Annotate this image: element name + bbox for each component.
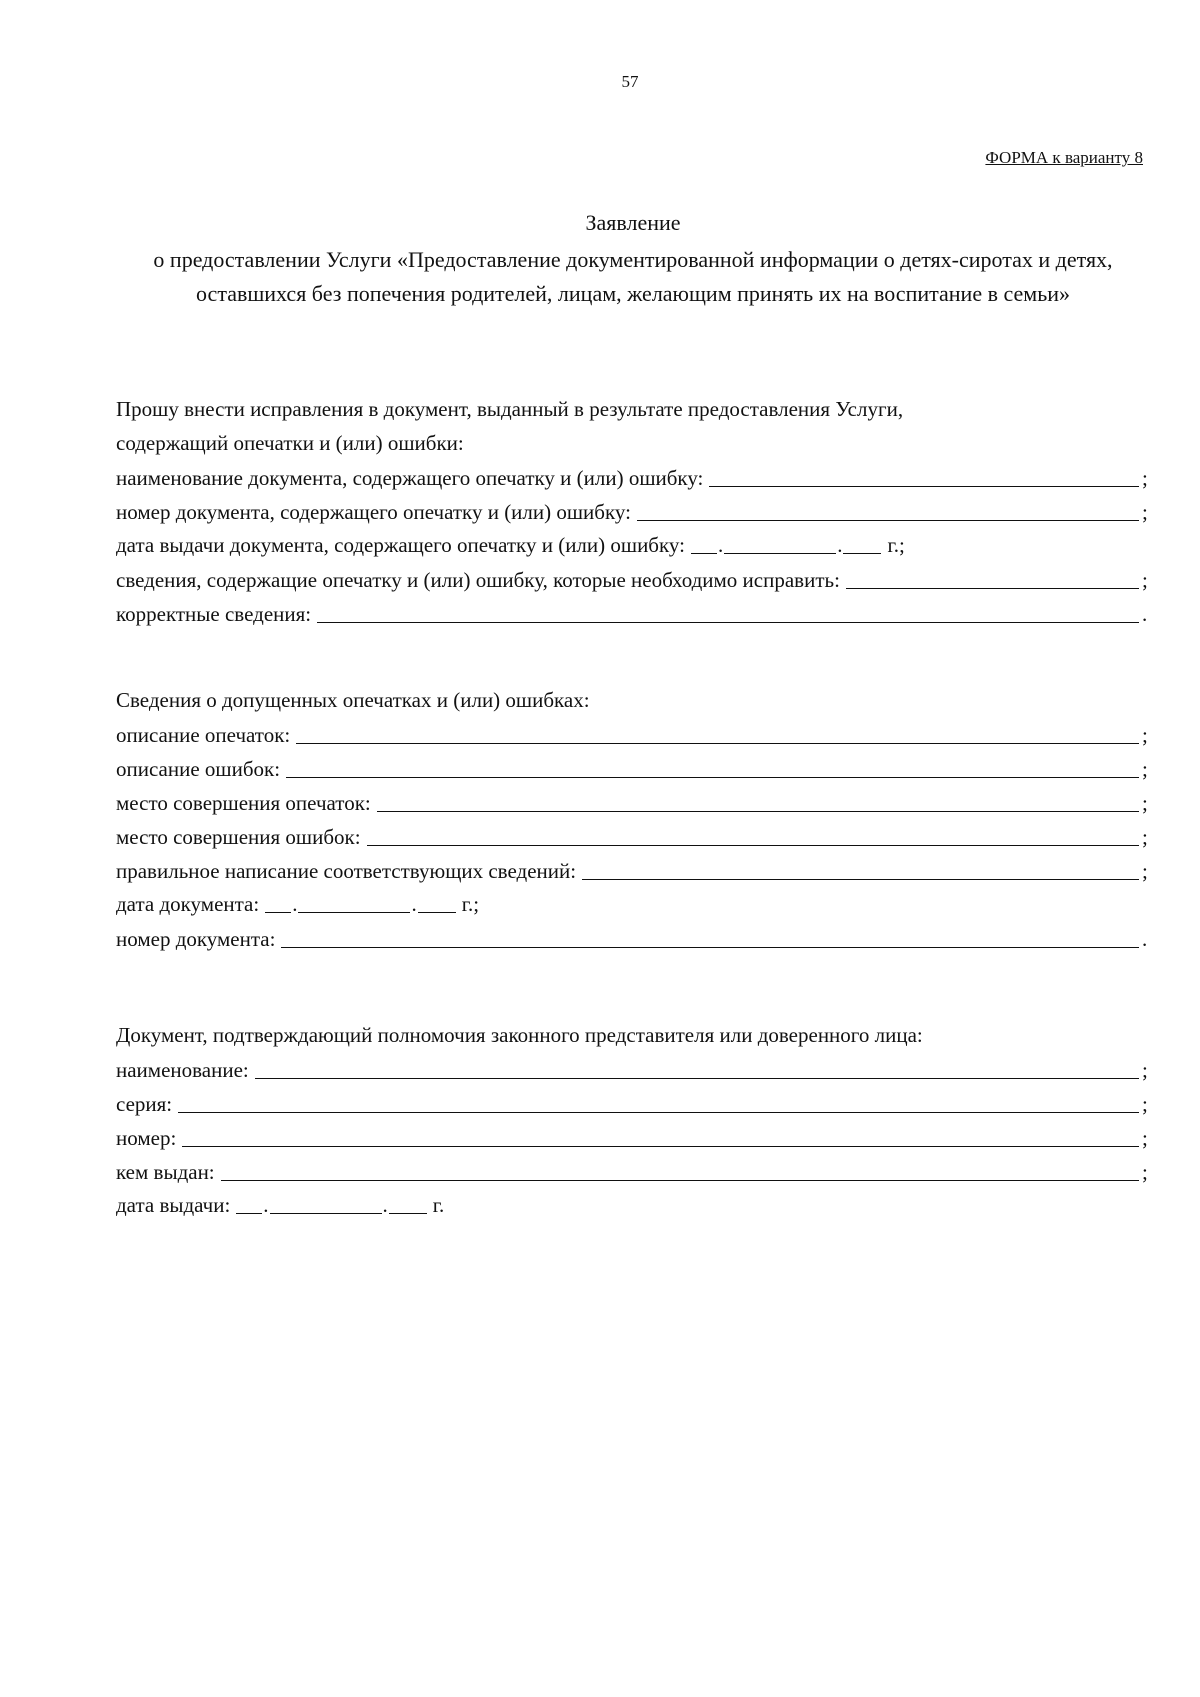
correct-spelling-row (116, 853, 1150, 887)
auth-name-field[interactable] (255, 1054, 1139, 1079)
errors-info-section (116, 683, 1150, 955)
doc-number-2-field[interactable] (281, 923, 1139, 948)
correct-spelling-field[interactable] (582, 855, 1139, 880)
auth-number-field[interactable] (182, 1122, 1139, 1147)
doc-number-2-label: номер документа: (116, 927, 276, 951)
auth-number-label: номер: (116, 1126, 177, 1150)
typo-desc-row (116, 717, 1150, 751)
doc-name-row (116, 460, 1150, 494)
correct-info-field[interactable] (317, 598, 1139, 623)
day-blank[interactable] (691, 531, 717, 554)
date-dot: . (837, 533, 843, 557)
intro-line-2: содержащий опечатки и (или) ошибки: (116, 431, 464, 455)
error-place-row (116, 819, 1150, 853)
doc-name-label: наименование документа, содержащего опечатку и (или) ошибку: (116, 466, 704, 490)
error-desc-row (116, 751, 1150, 785)
auth-issued-by-field[interactable] (221, 1156, 1139, 1181)
auth-name-label: наименование: (116, 1058, 249, 1082)
year-suffix: г.; (461, 892, 480, 916)
date-dot: . (411, 892, 417, 916)
auth-name-row (116, 1052, 1150, 1086)
date-dot: . (382, 1193, 388, 1217)
authority-heading: Документ, подтверждающий полномочия законного представителя или доверенного лица: (116, 1023, 923, 1047)
year-blank[interactable] (389, 1191, 427, 1214)
page-number: 57 (621, 72, 639, 91)
date-dot: . (292, 892, 298, 916)
semicolon: ; (1142, 568, 1148, 592)
doc-number-row (116, 494, 1150, 528)
year-blank[interactable] (418, 890, 456, 913)
info-to-fix-field[interactable] (846, 564, 1139, 589)
semicolon: ; (1142, 1160, 1148, 1184)
correct-info-row (116, 596, 1150, 630)
year-blank[interactable] (843, 531, 881, 554)
typo-place-label: место совершения опечаток: (116, 791, 371, 815)
auth-series-row (116, 1086, 1150, 1120)
semicolon: ; (1142, 1126, 1148, 1150)
doc-number-2-row (116, 921, 1150, 955)
typo-place-row (116, 785, 1150, 819)
month-blank[interactable] (724, 531, 836, 554)
semicolon: ; (1142, 1092, 1148, 1116)
auth-issue-date-row (116, 1188, 1150, 1222)
issue-date-field[interactable] (691, 528, 905, 562)
title-subheading: о предоставлении Услуги «Предоставление документированной информации о детях-сиротах и детях, оставшихся без попечения родителей, лицам, желающим принять их на воспитание в семьи» (153, 247, 1113, 306)
year-suffix: г.; (887, 533, 905, 557)
date-dot: . (717, 533, 724, 557)
errors-heading: Сведения о допущенных опечатках и (или) ошибках: (116, 688, 590, 712)
semicolon: ; (1142, 757, 1148, 781)
error-place-label: место совершения ошибок: (116, 825, 361, 849)
typo-place-field[interactable] (377, 787, 1139, 812)
typo-desc-label: описание опечаток: (116, 723, 291, 747)
auth-series-field[interactable] (178, 1088, 1139, 1113)
correct-spelling-label: правильное написание соответствующих сведений: (116, 859, 577, 883)
authority-document-section (116, 1018, 1150, 1222)
semicolon: ; (1142, 466, 1148, 490)
year-suffix: г. (432, 1193, 445, 1217)
auth-issued-by-row (116, 1154, 1150, 1188)
semicolon: ; (1142, 825, 1148, 849)
error-place-field[interactable] (367, 821, 1139, 846)
doc-number-field[interactable] (637, 496, 1139, 521)
correct-info-label: корректные сведения: (116, 602, 312, 626)
day-blank[interactable] (236, 1191, 262, 1214)
auth-issue-date-field[interactable] (236, 1188, 444, 1222)
doc-date-label: дата документа: (116, 892, 260, 916)
semicolon: ; (1142, 500, 1148, 524)
error-desc-field[interactable] (286, 753, 1139, 778)
period: . (1142, 602, 1148, 626)
auth-issued-by-label: кем выдан: (116, 1160, 215, 1184)
auth-issue-date-label: дата выдачи: (116, 1193, 231, 1217)
semicolon: ; (1142, 859, 1148, 883)
title-heading: Заявление (585, 210, 681, 235)
doc-number-label: номер документа, содержащего опечатку и (или) ошибку: (116, 500, 631, 524)
doc-date-field[interactable] (265, 887, 479, 921)
auth-series-label: серия: (116, 1092, 173, 1116)
error-desc-label: описание ошибок: (116, 757, 281, 781)
typo-desc-field[interactable] (296, 719, 1139, 744)
semicolon: ; (1142, 791, 1148, 815)
application-title (116, 206, 1150, 311)
semicolon: ; (1142, 723, 1148, 747)
intro-line-1: Прошу внести исправления в документ, выданный в результате предоставления Услуги, (116, 397, 904, 421)
month-blank[interactable] (298, 890, 410, 913)
form-reference: ФОРМА к варианту 8 (985, 148, 1143, 167)
day-blank[interactable] (265, 890, 291, 913)
info-to-fix-row (116, 562, 1150, 596)
doc-date-row (116, 887, 1150, 921)
period: . (1142, 927, 1148, 951)
issue-date-label: дата выдачи документа, содержащего опечатку и (или) ошибку: (116, 533, 685, 557)
semicolon: ; (1142, 1058, 1148, 1082)
auth-number-row (116, 1120, 1150, 1154)
date-dot: . (263, 1193, 269, 1217)
info-to-fix-label: сведения, содержащие опечатку и (или) ошибку, которые необходимо исправить: (116, 568, 840, 592)
month-blank[interactable] (270, 1191, 382, 1214)
issue-date-row (116, 528, 1150, 562)
doc-name-field[interactable] (709, 462, 1139, 487)
correction-request-section (116, 392, 1150, 630)
